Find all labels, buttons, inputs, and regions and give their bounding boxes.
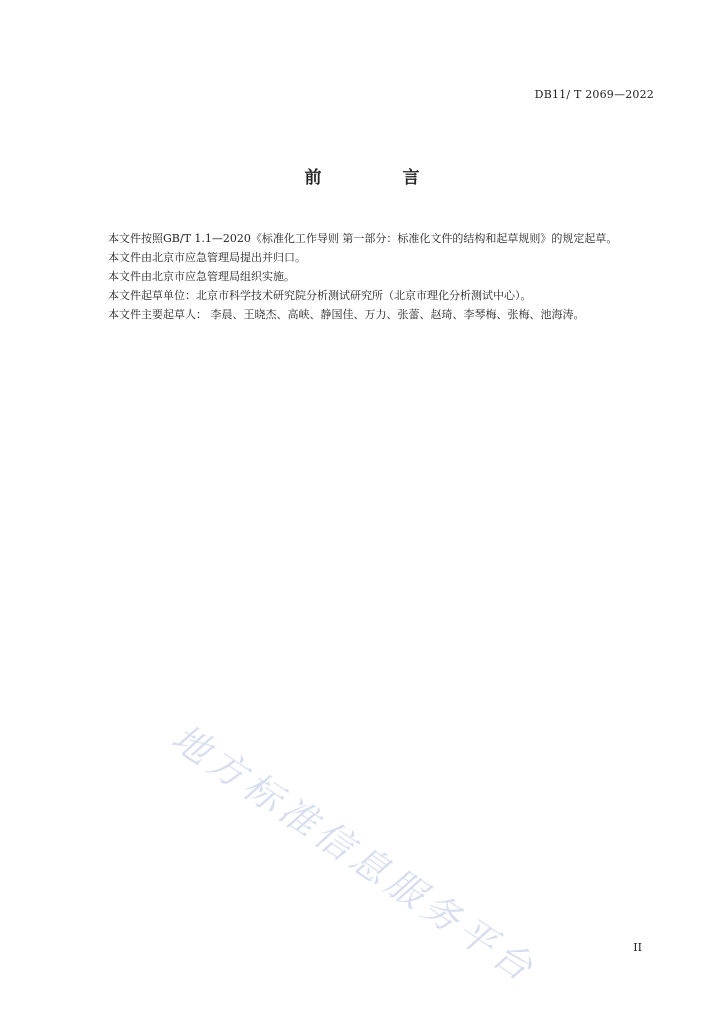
foreword-body <box>86 229 658 324</box>
paragraph-drafters: 本文件主要起草人： 李晨、王晓杰、高峡、静国佳、万力、张蕾、赵琦、李琴梅、张梅、池海涛。 <box>108 308 585 321</box>
paragraph-proposed-by: 本文件由北京市应急管理局提出并归口。 <box>108 251 306 264</box>
paragraph-implemented-by: 本文件由北京市应急管理局组织实施。 <box>108 270 295 283</box>
page-title: 前 言 <box>304 168 452 188</box>
page-number: II <box>633 941 642 954</box>
watermark-text: 地方标准信息服务平台 <box>164 716 545 993</box>
paragraph-drafting-unit: 本文件起草单位：北京市科学技术研究院分析测试研究所（北京市理化分析测试中心）。 <box>108 289 532 302</box>
document-code: DB11/ T 2069—2022 <box>534 88 654 101</box>
paragraph-drafting-rules: 本文件按照GB/T 1.1—2020《标准化工作导则 第一部分：标准化文件的结构和起草规则》的规定起草。 <box>108 232 618 245</box>
